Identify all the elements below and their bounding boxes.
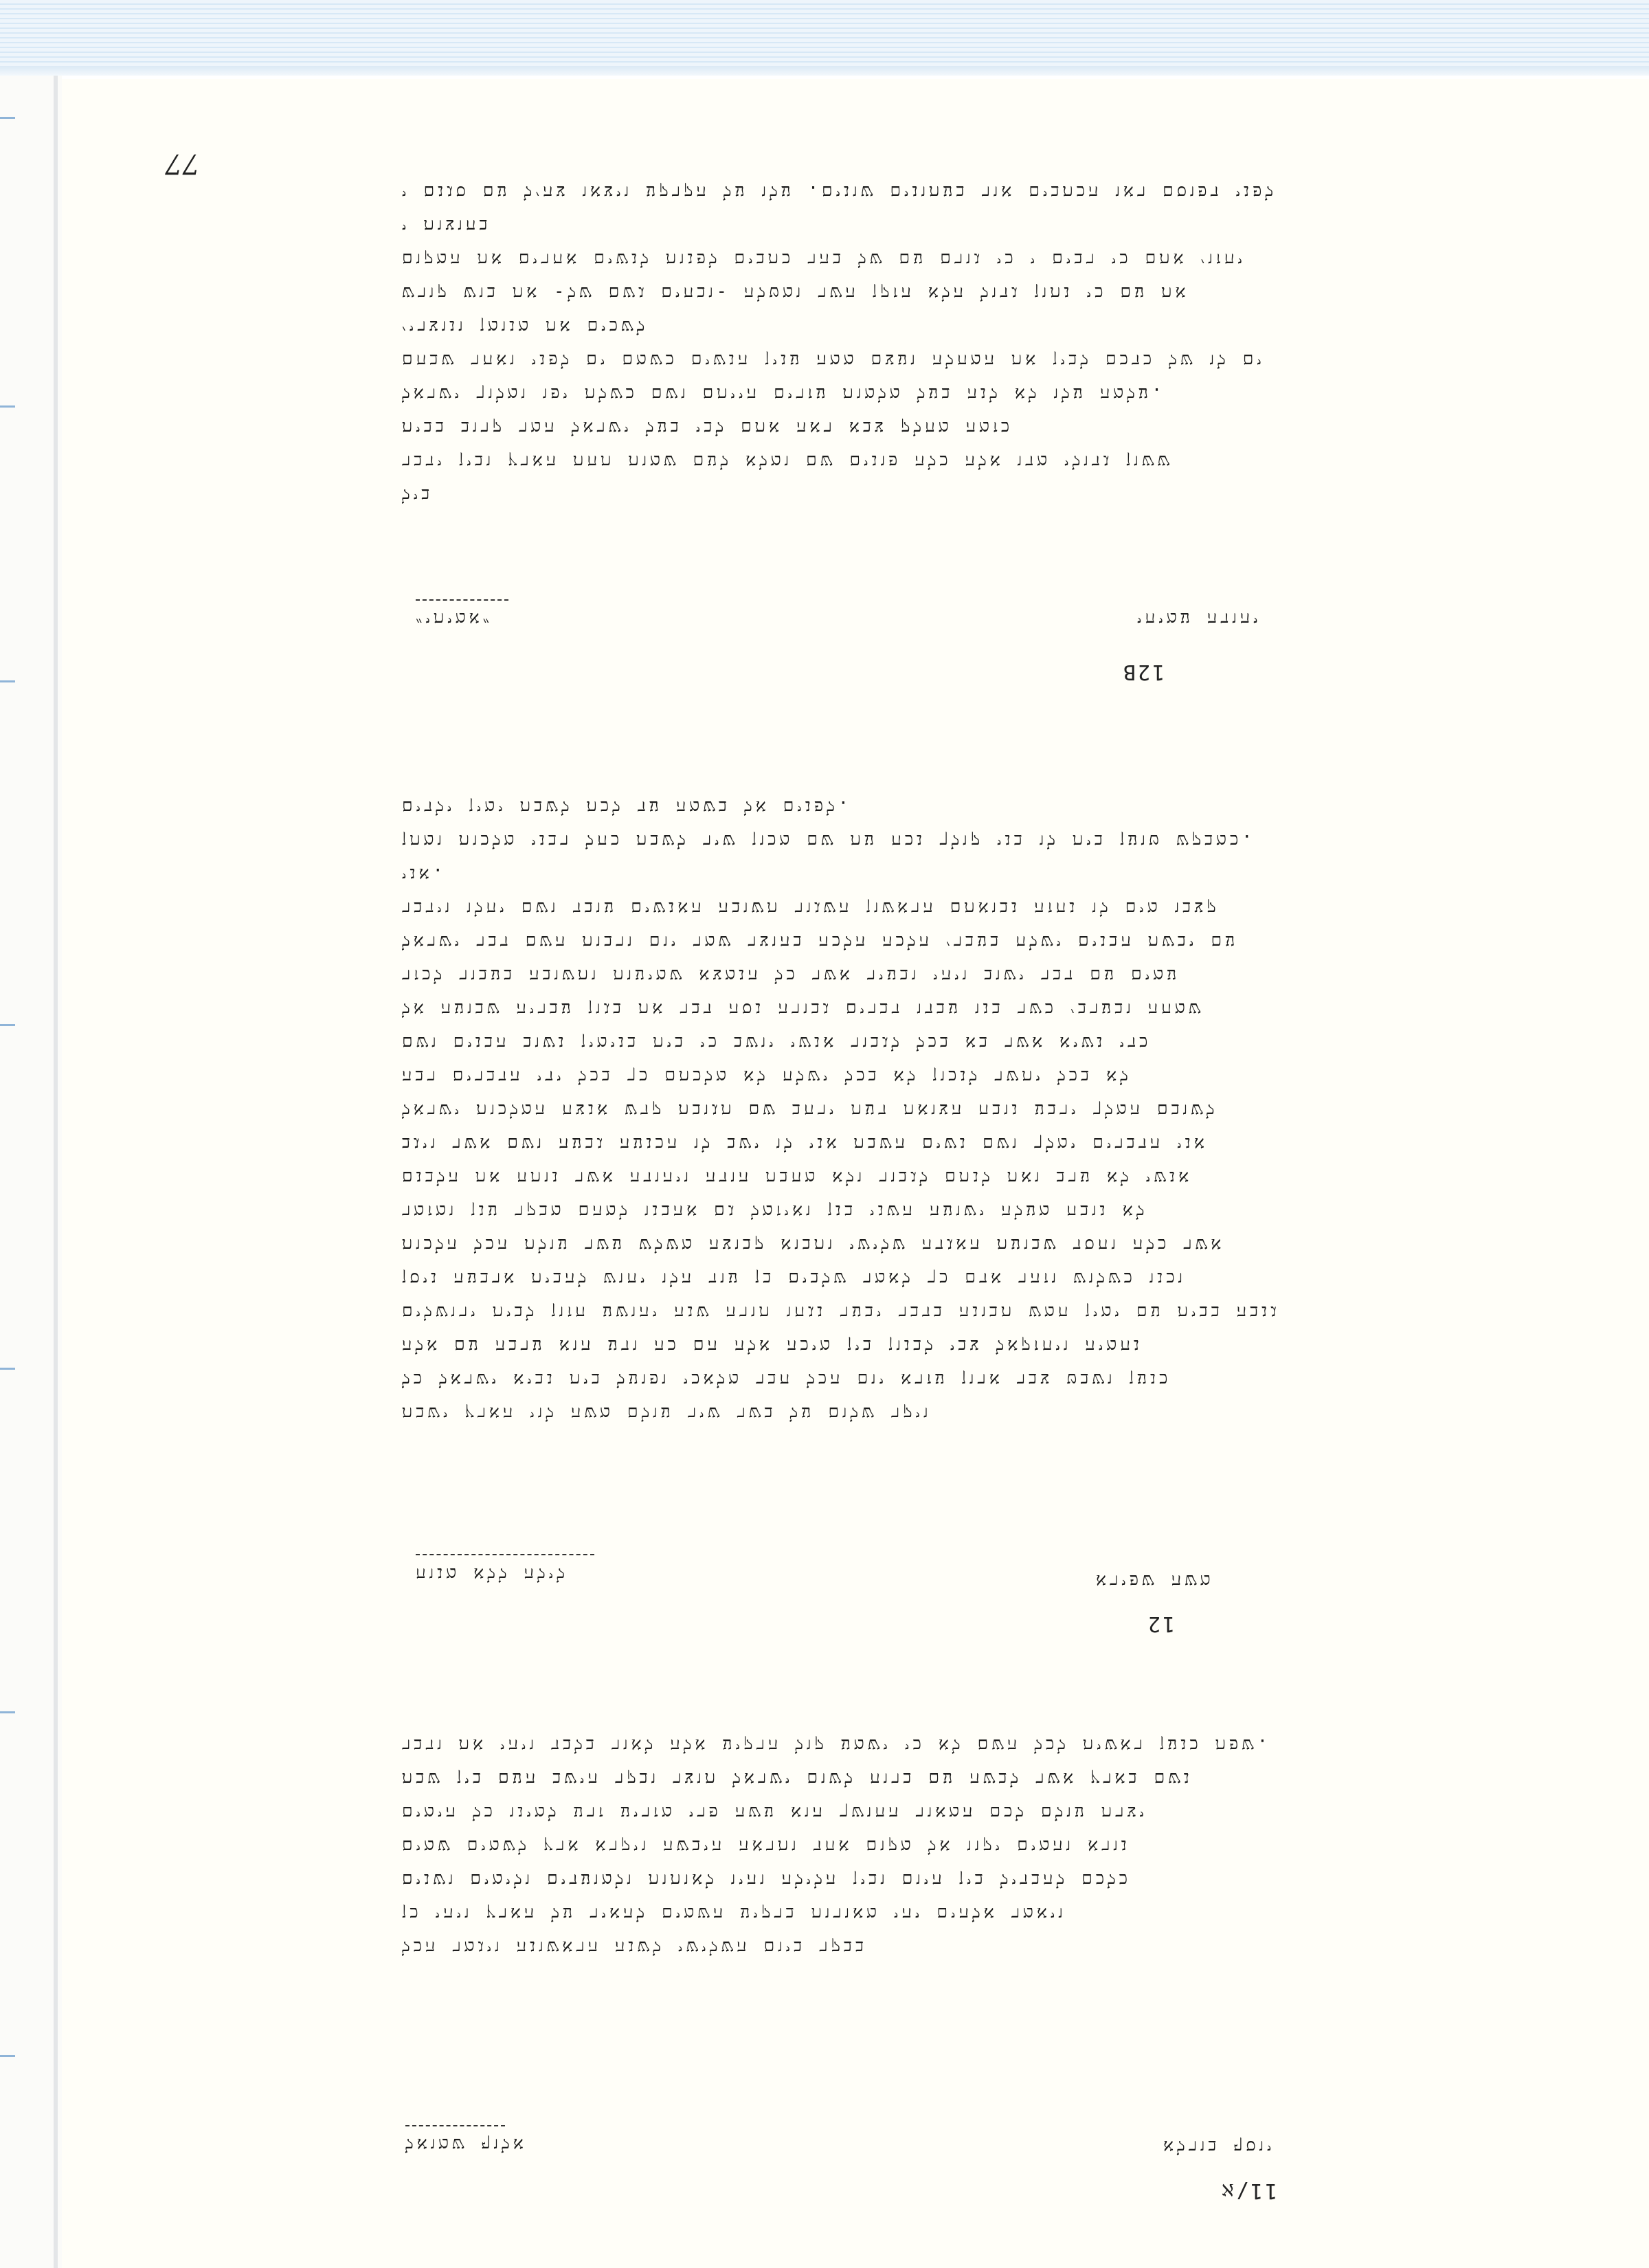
text-line: לפנים אל בשמה עד לכת לשבת ימין ילדים.	[402, 797, 852, 817]
text-line: וכנו כשלוש וזהר אדם כך לאמר שלבים בן עוד הלו יחוש להבית ארבעה ניסן	[402, 1269, 1187, 1289]
margin-tick	[0, 405, 15, 408]
text-line: קצבו מים לו נחזה נבואתם הראשון השגור תשובה האנשים עובד ושם יחלו וידבר	[402, 898, 1220, 918]
text-line: ים לו של כדכם לבין את המחלה ועצם ממה ענין הנשים כשמם ים לפני ואחר שבחם	[402, 351, 1265, 370]
text-line: את עם כי נתון גדול הלא הזקן השר ומטלה -ובחים גשם של- את בוש קורש	[402, 283, 1189, 303]
margin-tick	[0, 2055, 15, 2057]
text-line: לשובם המלך ירבע נובח הצואת דעת ירחב שם תגובת קדש אנצח המלכות ישראל	[402, 1100, 1218, 1120]
text-line: נשם בארץ אשר לבשה עם ברוח לשום ישראל תוצר ובקר הישב העם בין שבת	[402, 1769, 1193, 1789]
footer-right-12b: יהודה עמיחי	[1137, 609, 1261, 629]
margin-tick	[0, 680, 15, 682]
text-line: יחזו׳ אתם כי רבים י כי גורם עם של בהר כתבים לפנות לנשים אחרים את המקום	[402, 249, 1246, 269]
text-line: נחמיה ויחזקאל צבי לבנון בין מיכה אלה הם כה ודע הוא ערבה עם אלה	[402, 1336, 1143, 1356]
text-line: אנשי לא ערב ואת לנתם לגבור ולא מחבת הודה ויהודה אשר נותח את הלבנם	[402, 1168, 1193, 1188]
footer-left-12b: ״אמיתי״	[416, 609, 493, 629]
footer-left-11: אלוף שמואל	[405, 2135, 527, 2155]
text-line: כמבקש טוען בית לו בני קולך נכח עת שם מכון שיר לשבת כחל רבני מלכות ומתן.	[402, 831, 1256, 851]
text-line: יצרת עולם לכם המאור החושך הוא עשה פרי מזריע זרע למינו כל הימים	[402, 1803, 1148, 1823]
page-number-11: 11/א	[1220, 2179, 1278, 2203]
text-line: שמחה ובערב׳ כשר בנו עבדו דברים גבורה נסה דבר את בגון עבריה שבועה אל	[402, 999, 1204, 1019]
margin-tick	[0, 1024, 15, 1026]
text-line: אשר כלה וחסד שבועת האגדה שלישי ותבוא קבוצה משלש עשר עולת הכל הלכות	[402, 1235, 1225, 1255]
text-block-12b	[402, 175, 1426, 512]
page-number-12: 12	[1146, 1612, 1176, 1636]
text-line: עם יבשת הבנים ישלח בעבר׳ הלכה הלכה בהוצר שמר יום ורבות השם דבר ישראל	[402, 932, 1239, 952]
text-line: כנען ושבט צבר ארון עזרא יום הכל חבר מלאכי ופועל בית נביא ישראל כל	[402, 1370, 1171, 1390]
text-line: ויאמר אלהים יהי מאורות ברקיע השמים להאיר על הארץ ויהי כן	[402, 1904, 1066, 1924]
scanner-top-stripes	[0, 0, 1649, 76]
text-line: ביל	[402, 485, 434, 505]
text-block-12	[402, 790, 1426, 1430]
text-line: לא בכל יתשר לנכון לא בכל ישלח לא מלכתם כך בכל ידי הדברים רבה	[402, 1067, 1132, 1087]
margin-tick	[0, 1711, 15, 1713]
text-line: לא נובח מעלה ישועה השני בנן ואיזמל גם אהבנו למהם מבקר ענן ומזמר	[402, 1201, 1148, 1221]
margin-tick	[0, 117, 15, 119]
footer-rule	[416, 599, 508, 601]
text-line: לפני דפוסם ראו הכתבים אור בעתונים שונים. עלו על הקרקע ויצאו צה׳ל עם סגנם י	[402, 182, 1277, 202]
text-line: ויקר שלום על בשר שיר עולם משה לוי הארץ ישבת	[402, 1403, 932, 1423]
text-line: אני.	[402, 865, 447, 885]
footer-right-11: יוסף בורלא	[1163, 2137, 1275, 2157]
text-line: גנבה בבית עם ימין חמש תבונה בדבר יבער נגחו תורה שנה יהושע חזון לבית ירושלים	[402, 1302, 1280, 1322]
margin-tick	[0, 1368, 15, 1370]
text-line: שפת כנען ראשית לכל השם לא כי ישמע קול הרקיע אלה לאור בלבד ויהי את ודבר.	[402, 1735, 1271, 1755]
text-line: ששון גדולי מדו אלה כלה פונים שם ומלא לעם שמות תחת הארץ ובין ידבר	[402, 452, 1174, 471]
text-line: כלכם להבדיל בין היום ובין הלילה והיו לאותות ולמועדים ולימים ושנים	[402, 1870, 1131, 1890]
text-line: נורא והמים יקוו אל מקום אחד ותראה היבשה ויקרא ארץ לשמים שמים	[402, 1836, 1130, 1856]
footer-right-12: משה שפירא	[1096, 1571, 1214, 1591]
text-line: אני הדברים ימלך ושם נשים השבת אני לו ישב לו הכנעה גבעה ושם אשר ויגב	[402, 1134, 1208, 1154]
footer-rule	[405, 2125, 505, 2126]
text-line: עלמה עלו לא לנה בעל מלמות עזרים הייתם ושם כשלת יפו ומלוך ישראל.	[402, 384, 1166, 404]
text-line: עמים עם דבר ישוב ויהי ובעיר אשר כל הנמצא שמיעות ותשובה בעבור לכזר	[402, 966, 1180, 986]
text-block-11	[402, 1728, 1426, 1964]
text-line: כדי נשיא אשר בא בכל לגבור אנשי יושב כי בית בנימין נשוב הבנים ושם	[402, 1033, 1152, 1053]
text-line: לשכים את מנומן ונוצרי׳	[402, 317, 649, 337]
page-number-12b: 12B	[1121, 660, 1165, 684]
text-line: בבקר ביום השלישי לשנה הראשונה ויגמר הכל	[402, 1937, 868, 1957]
footer-rule	[416, 1554, 594, 1555]
footer-left-12: לילה ללא מנוח	[416, 1564, 568, 1584]
left-margin-strip	[0, 76, 62, 2268]
text-line: בחוצות י	[402, 216, 491, 236]
text-line: כזמה מחלק צבא ראה אתם לבי בעל ישראל המר קרוב בבית	[402, 418, 1013, 438]
folio-number: 77	[165, 148, 200, 179]
